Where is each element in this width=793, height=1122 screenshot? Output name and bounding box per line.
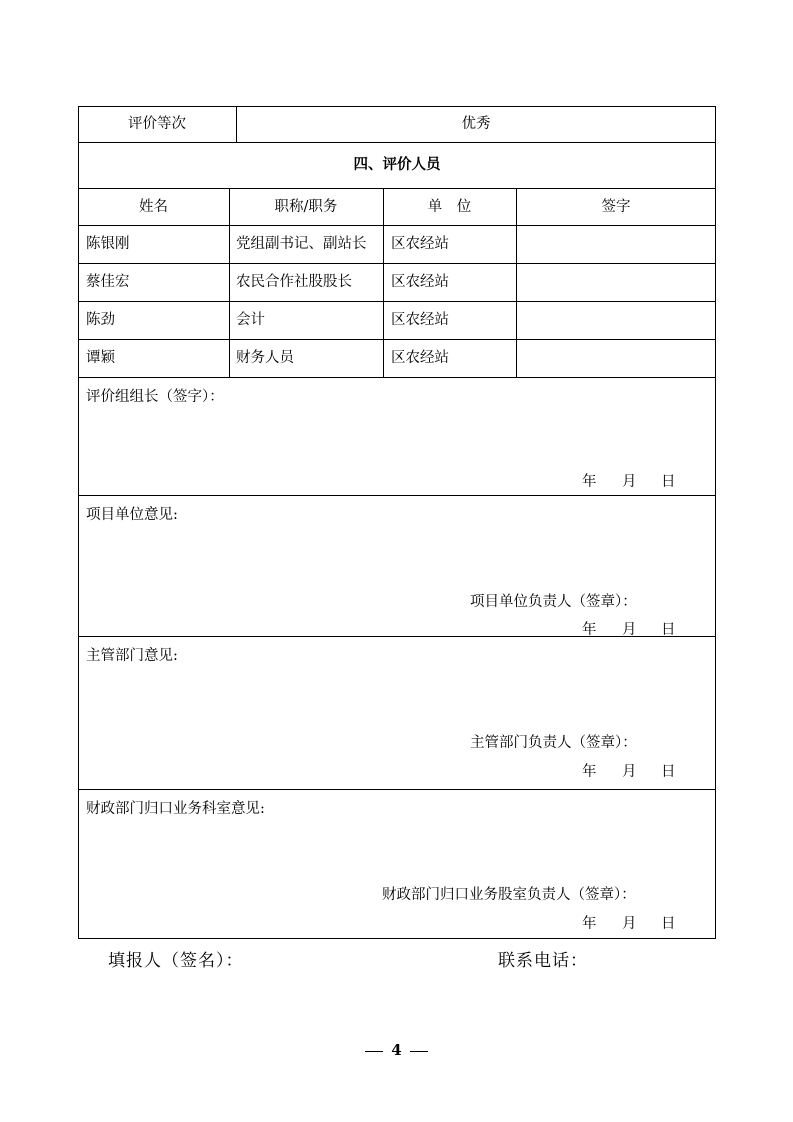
header-title: 职称/职务	[274, 199, 338, 215]
column-divider	[383, 188, 384, 377]
cell-title: 财务人员	[236, 350, 294, 366]
row-divider	[78, 301, 716, 302]
date-month: 月	[622, 622, 637, 638]
column-divider	[516, 188, 517, 377]
row-divider	[78, 339, 716, 340]
cell-unit: 区农经站	[391, 312, 449, 328]
date-year: 年	[582, 474, 597, 490]
date-month: 月	[622, 764, 637, 780]
date-month: 月	[622, 916, 637, 932]
date-line	[0, 621, 793, 639]
date-year: 年	[582, 916, 597, 932]
date-line	[0, 763, 793, 781]
cell-unit: 区农经站	[391, 236, 449, 252]
cell-title: 农民合作社股股长	[236, 274, 352, 290]
row-divider	[78, 142, 716, 143]
header-name: 姓名	[139, 199, 168, 215]
finance-sign-label: 财政部门归口业务股室负责人（签章）：	[382, 887, 636, 903]
dept-opinion-label: 主管部门意见:	[86, 648, 178, 664]
cell-name: 谭颖	[86, 350, 115, 366]
column-divider	[229, 188, 230, 377]
date-day: 日	[661, 916, 676, 932]
date-day: 日	[661, 474, 676, 490]
date-day: 日	[661, 764, 676, 780]
dept-sign-label: 主管部门负责人（签章）：	[470, 735, 637, 751]
date-line	[0, 915, 793, 933]
leader-signature-label: 评价组组长（签字）：	[86, 389, 224, 405]
section-title: 四、评价人员	[353, 156, 441, 173]
filler-label: 填报人（签名）：	[108, 951, 244, 971]
page-number	[0, 1040, 793, 1060]
date-line	[0, 473, 793, 491]
unit-sign-label: 项目单位负责人（签章）：	[470, 594, 637, 610]
dash-right	[410, 1051, 428, 1052]
cell-name: 蔡佳宏	[86, 274, 130, 290]
date-year: 年	[582, 622, 597, 638]
row-divider	[78, 377, 716, 378]
date-year: 年	[582, 764, 597, 780]
header-unit: 单 位	[427, 199, 472, 215]
cell-title: 党组副书记、副站长	[236, 236, 367, 252]
cell-title: 会计	[236, 312, 265, 328]
date-month: 月	[622, 474, 637, 490]
unit-opinion-label: 项目单位意见:	[86, 507, 178, 523]
header-signature: 签字	[601, 199, 631, 215]
phone-label: 联系电话：	[498, 951, 588, 971]
row-divider	[78, 789, 716, 790]
dash-left	[365, 1051, 383, 1052]
rating-label: 评价等次	[128, 116, 186, 132]
row-divider	[78, 225, 716, 226]
rating-value: 优秀	[461, 116, 491, 132]
row-divider	[78, 263, 716, 264]
cell-unit: 区农经站	[391, 350, 449, 366]
cell-name: 陈银刚	[86, 236, 130, 252]
page-number-value: 4	[391, 1041, 402, 1059]
date-day: 日	[661, 622, 676, 638]
cell-name: 陈劲	[86, 312, 115, 328]
finance-opinion-label: 财政部门归口业务科室意见:	[86, 801, 265, 817]
cell-unit: 区农经站	[391, 274, 449, 290]
row-divider	[78, 495, 716, 496]
row-divider	[78, 188, 716, 189]
